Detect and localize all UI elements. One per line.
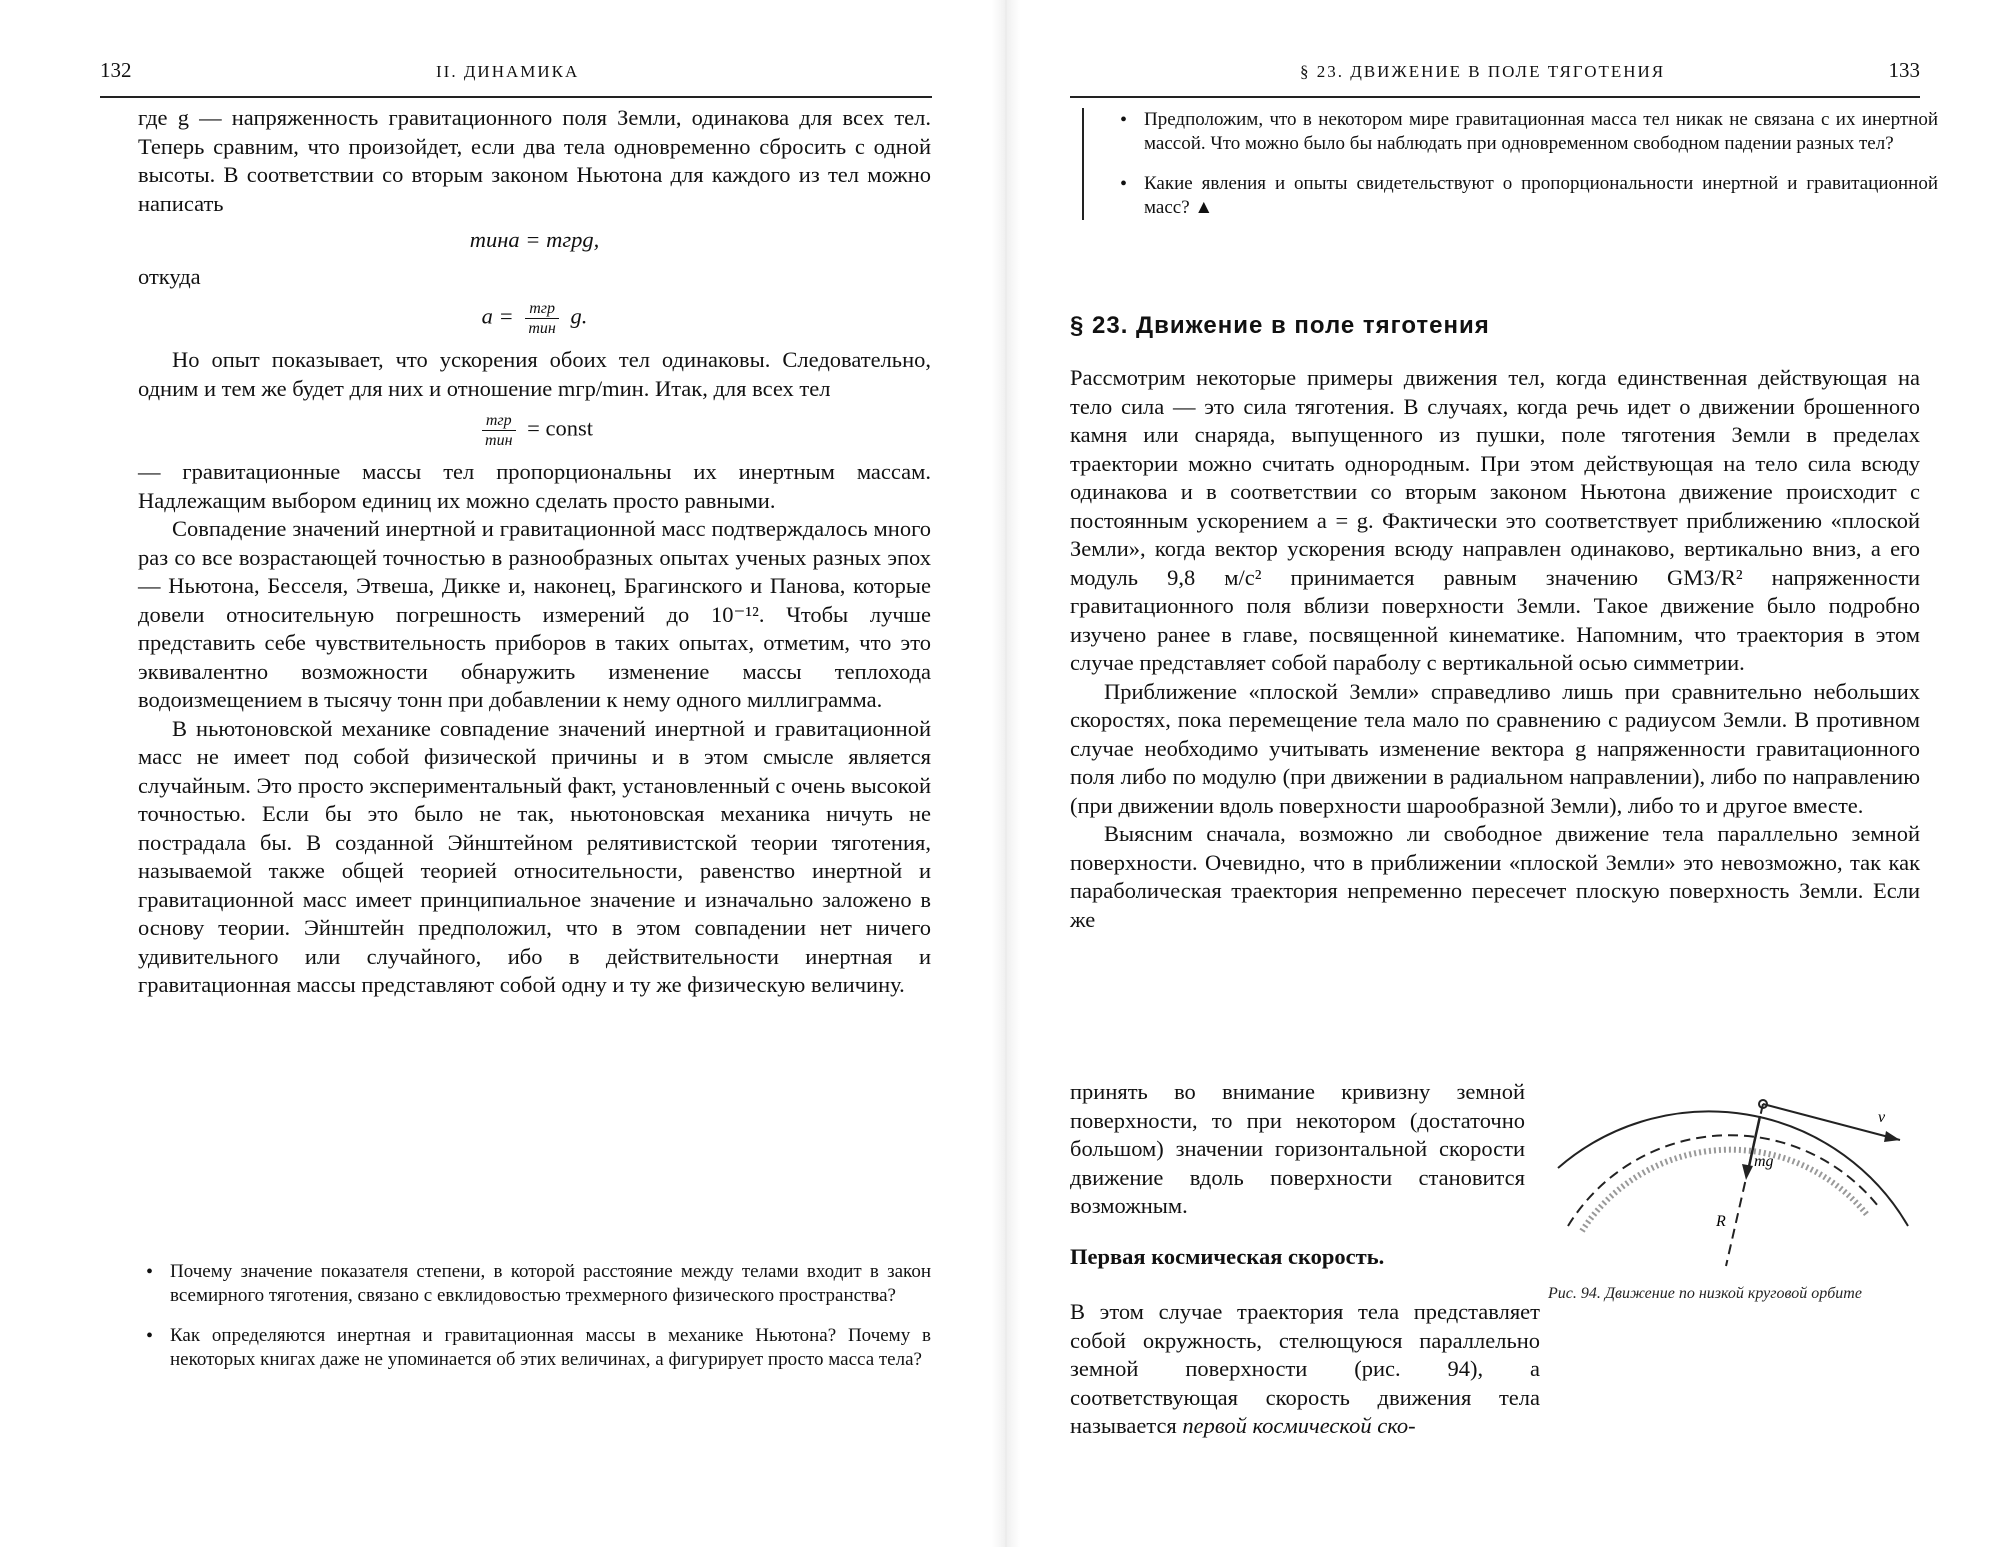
right-question-2: • Какие явления и опыты свидетельствуют о пропорциональности инертной и гравитационной масс? ▲ [1112, 172, 1938, 220]
book-gutter [992, 0, 1020, 1547]
left-paragraph-2: откуда [138, 263, 201, 289]
run-in-heading: Первая космическая скорость. [1070, 1243, 1385, 1269]
formula-acceleration [138, 299, 931, 338]
formula2-numerator: mгр [525, 299, 559, 319]
right-questions-list [1112, 108, 1938, 220]
right-paragraph-5-body: В этом случае траектория тела представляет собой окружность, стелющуюся параллельно земной поверхности (рис. 94), а соответствующая скорость движения тела называется [1070, 1299, 1540, 1438]
left-paragraph-6: В ньютоновской механике совпадение значений инертной и гравитационной масс не имеет под собой физической причины и в этом смысле является случайным. Это просто экспериментальный факт, установленный с очень высокой точностью. Если бы это было не так, ньютоновская механика ничуть не пострадала бы. В созданной Эйнштейном релятивистской теории тяготения, называемой также общей теорией относительности, равенство инертной и гравитационной масс имеет принципиальное значение и изначально заложено в основу теории. Эйнштейн предположил, что в этом совпадении нет ничего удивительного или случайного, ибо в действительности инертная и гравитационная массы представляют собой одну и ту же физическую величину. [138, 715, 931, 997]
right-paragraph-5-start [1070, 1243, 1525, 1272]
right-page-number: 133 [1888, 58, 1920, 82]
left-paragraph-4: — гравитационные массы тел пропорциональны их инертным массам. Надлежащим выбором единиц их можно сделать просто равными. [138, 459, 931, 513]
right-paragraph-4: принять во внимание кривизну земной поверхности, то при некотором (достаточно большом) значении горизонтальной скорости движение вдоль поверхности становится возможным. [1070, 1079, 1525, 1218]
formula2-rhs: g. [570, 303, 588, 329]
section-heading: § 23. Движение в поле тяготения [1070, 312, 1490, 339]
figure-94-drawing [1548, 1076, 1924, 1281]
term-first-cosmic-velocity: первой космической ско- [1182, 1413, 1416, 1438]
right-paragraph-3: Выясним сначала, возможно ли свободное движение тела параллельно земной поверхности. Очевидно, что в приближении «плоской Земли» это невозможно, так как параболическая траектория непременно пересечет плоскую поверхность Земли. Если же [1070, 821, 1920, 932]
left-paragraph-5: Совпадение значений инертной и гравитационной масс подтверждалось много раз со все возрастающей точностью в разнообразных опытах ученых разных эпох — Ньютона, Бесселя, Этвеша, Дикке и, наконец, Брагинского и Панова, которые довели относительную погрешность измерений до 10⁻¹². Чтобы лучше представить себе чувствительность приборов в таких опытах, отметим, что это эквивалентно возможности обнаружить изменение массы теплохода водоизмещением в тысячу тонн при добавлении к нему одного миллиграмма. [138, 516, 931, 712]
formula-newton-second-law: mинa = mгрg, [469, 227, 600, 252]
right-paragraph-1: Рассмотрим некоторые примеры движения тел, когда единственная действующая на тело сила — это сила тяготения. В случаях, когда речь идет о движении брошенного камня или снаряда, выпущенного из пушки, поле тяготения Земли в пределах траектории можно считать однородным. При этом действующая на тело сила всюду одинакова и в соответствии со вторым законом Ньютона движение происходит с постоянным ускорением a = g. Фактически это соответствует приближению «плоской Земли», когда вектор ускорения всюду направлен одинаково, вертикально вниз, а его модуль 9,8 м/с² принимается равным значению GMЗ/R² напряженности гравитационного поля вблизи поверхности Земли. Такое движение было подробно изучено ранее в главе, посвященной кинематике. Напомним, что траектория в этом случае представляет собой параболу с вертикальной осью симметрии. [1070, 365, 1920, 675]
left-running-head [100, 56, 932, 98]
gravity-label: mg [1754, 1153, 1774, 1170]
right-wrap-text [1070, 1078, 1525, 1271]
right-running-title: § 23. ДВИЖЕНИЕ В ПОЛЕ ТЯГОТЕНИЯ [1300, 62, 1666, 81]
right-questions-box [1082, 108, 1938, 220]
right-paragraph-5 [1070, 1298, 1540, 1441]
figure-94-caption: Рис. 94. Движение по низкой круговой орбите [1548, 1285, 1862, 1302]
radius-label: R [1716, 1213, 1726, 1230]
left-paragraph-3: Но опыт показывает, что ускорения обоих тел одинаковы. Следовательно, одним и тем же будет для них и отношение mгр/mин. Итак, для всех тел [138, 347, 931, 401]
formula2-fraction [525, 299, 559, 338]
right-text-column [1070, 364, 1920, 934]
formula3-rhs: = const [527, 415, 593, 441]
gravity-arrowhead [1742, 1164, 1753, 1180]
left-page-number: 132 [100, 58, 132, 82]
left-questions-list [138, 1260, 931, 1388]
left-question-1: • Почему значение показателя степени, в которой расстояние между телами входит в закон всемирного тяготения, связано с евклидовостью трехмерного физического пространства? [138, 1260, 931, 1308]
left-question-2: • Как определяются инертная и гравитационная массы в механике Ньютона? Почему в некоторых книгах даже не упоминается об этих величинах, а фигурирует просто масса тела? [138, 1324, 931, 1372]
formula2-lhs: a = [481, 303, 514, 329]
formula3-denominator: mин [485, 432, 513, 449]
left-paragraph-1: где g — напряженность гравитационного поля Земли, одинакова для всех тел. Теперь сравним, что произойдет, если два тела одновременно сбросить с одной высоты. В соответствии со вторым законом Ньютона для каждого из тел можно написать [138, 105, 931, 216]
formula3-numerator: mгр [482, 411, 516, 431]
left-page [0, 0, 990, 1547]
right-paragraph-2: Приближение «плоской Земли» справедливо лишь при сравнительно небольших скоростях, пока перемещение тела мало по сравнению с радиусом Земли. В противном случае необходимо учитывать изменение вектора g напряженности гравитационного поля либо по модулю (при движении в радиальном направлении), либо по направлению (при движении вдоль поверхности шарообразной Земли), либо то и другое вместе. [1070, 678, 1920, 818]
formula-mass-ratio [138, 411, 931, 450]
right-running-head [1070, 56, 1920, 98]
formula3-fraction [482, 411, 516, 450]
left-text-column [138, 104, 931, 1000]
velocity-label: v [1878, 1109, 1886, 1126]
right-question-1: • Предположим, что в некотором мире гравитационная масса тел никак не связана с их инертной массой. Что можно было бы наблюдать при одновременном свободном падении разных тел? [1112, 108, 1938, 156]
left-running-title: II. ДИНАМИКА [436, 62, 580, 81]
formula2-denominator: mин [528, 320, 556, 337]
